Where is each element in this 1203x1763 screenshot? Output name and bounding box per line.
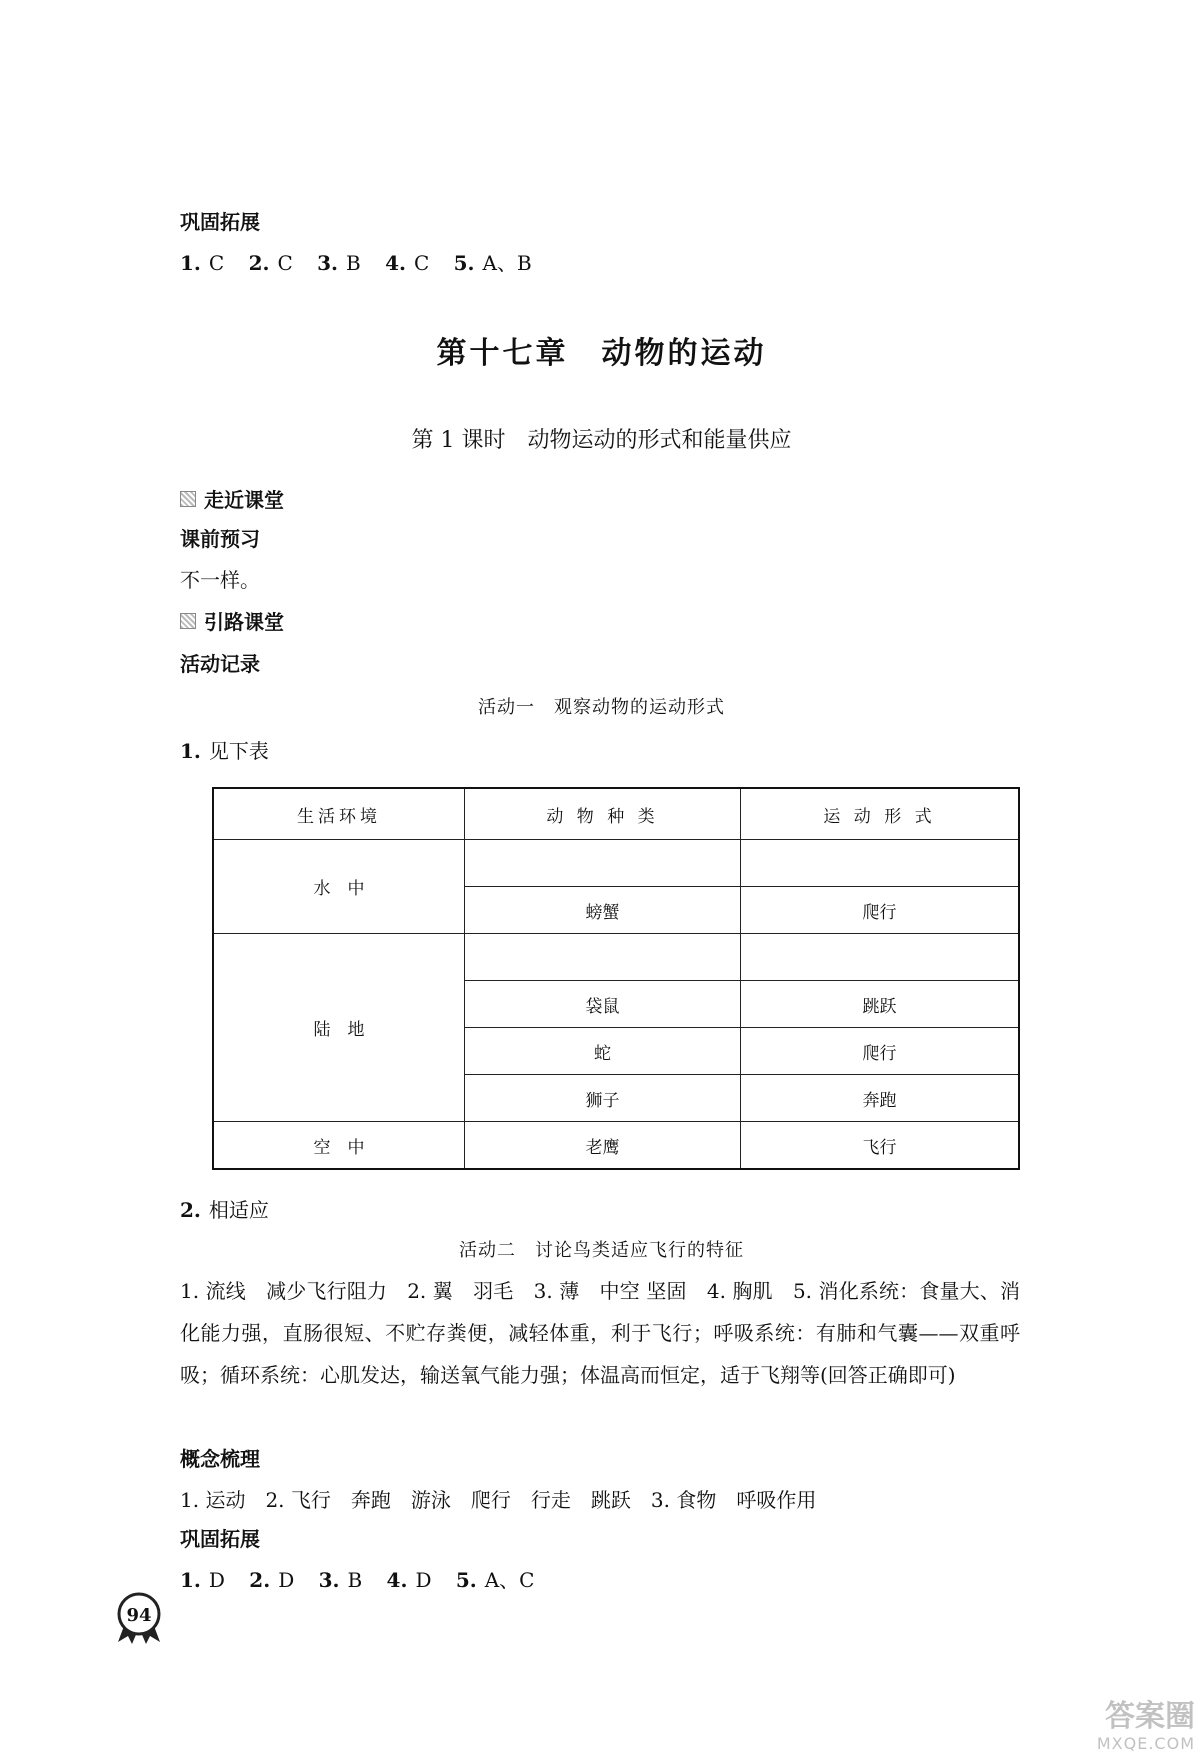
animal-cell: 蛇 (465, 1028, 741, 1075)
section-heading-guide (180, 606, 284, 635)
animal-cell: 袋鼠 (465, 981, 741, 1028)
page-number: 94 (126, 1605, 152, 1626)
table-header-cell: 运 动 形 式 (741, 788, 1020, 840)
motion-cell (741, 934, 1020, 981)
section-heading-approach (180, 484, 284, 513)
sub-heading-concept: 概念梳理 (180, 1447, 260, 1471)
answer-value: A、B (482, 251, 532, 275)
animal-cell: 老鹰 (465, 1122, 741, 1170)
table-row (213, 934, 1019, 981)
answer-list-top (180, 247, 532, 276)
answer-num: 3. (317, 251, 339, 275)
answer-num: 3. (318, 1568, 340, 1592)
answer-value: D (208, 1568, 225, 1592)
answer-num: 4. (385, 251, 406, 275)
animal-cell: 螃蟹 (465, 887, 741, 934)
section-heading-label: 走近课堂 (204, 488, 284, 512)
animal-cell (465, 840, 741, 887)
answer-value: B (347, 1568, 363, 1592)
activity1-item2 (180, 1194, 269, 1223)
motion-cell: 跳跃 (741, 981, 1020, 1028)
motion-cell: 爬行 (741, 1028, 1020, 1075)
env-cell-water: 水 中 (213, 840, 465, 934)
page-number-badge (112, 1590, 166, 1644)
env-cell-air: 空 中 (213, 1122, 465, 1170)
answer-num: 4. (386, 1568, 408, 1592)
motion-cell: 奔跑 (741, 1075, 1020, 1122)
answer-num: 1. (180, 1568, 201, 1592)
chapter-title: 第十七章 动物的运动 (436, 336, 767, 371)
sub-heading-preview: 课前预习 (180, 527, 260, 551)
answer-num: 5. (455, 1568, 477, 1592)
activity2-answer-paragraph: 1. 流线 减少飞行阻力 2. 翼 羽毛 3. 薄 中空 坚固 4. 胸肌 5. 消化系统：食量大、消化能力强，直肠很短、不贮存粪便，减轻体重，利于飞行；呼吸系统：有肺和气囊——双重呼吸；循环系统：心肌发达，输送氧气能力强；体温高而恒定，适于飞翔等(回答正确即可) (180, 1279, 1020, 1387)
activity1-item1 (180, 735, 269, 764)
motion-cell (741, 840, 1020, 887)
table-header-cell: 生活环境 (213, 788, 465, 840)
motion-cell: 飞行 (741, 1122, 1020, 1170)
answer-value: D (278, 1568, 295, 1592)
table-row (213, 1122, 1019, 1170)
answer-value: C (413, 251, 430, 275)
watermark-line1: 答案圈 (1105, 1699, 1195, 1734)
answer-num: 2. (248, 251, 270, 275)
site-watermark (1025, 1700, 1195, 1760)
preview-answer: 不一样。 (180, 568, 260, 592)
motion-cell: 爬行 (741, 887, 1020, 934)
answer-num: 2. (249, 1568, 271, 1592)
item-text: 相适应 (208, 1198, 269, 1222)
item-num: 2. (180, 1198, 201, 1222)
activity1-title: 活动一 观察动物的运动形式 (478, 697, 725, 718)
answer-value: A、C (484, 1568, 535, 1592)
item-num: 1. (180, 739, 201, 763)
sub-heading-activity-record: 活动记录 (180, 652, 260, 676)
lesson-title: 第 1 课时 动物运动的形式和能量供应 (411, 428, 792, 453)
table-header-row (213, 788, 1019, 840)
answer-value: C (277, 251, 293, 275)
answer-num: 1. (180, 251, 201, 275)
answer-list-bottom (180, 1564, 534, 1593)
table-row (213, 840, 1019, 887)
env-cell-land: 陆 地 (213, 934, 465, 1122)
section-heading-label: 引路课堂 (204, 610, 284, 634)
table-header-cell: 动 物 种 类 (465, 788, 741, 840)
section-marker-icon (180, 491, 196, 507)
activity2-title: 活动二 讨论鸟类适应飞行的特征 (459, 1240, 744, 1261)
section-heading-consolidate-top: 巩固拓展 (180, 210, 260, 234)
answer-num: 5. (453, 251, 475, 275)
item-text: 见下表 (208, 739, 269, 763)
section-heading-consolidate-bottom: 巩固拓展 (180, 1527, 260, 1551)
answer-value: C (208, 251, 225, 275)
animal-cell: 狮子 (465, 1075, 741, 1122)
concept-answers: 1. 运动 2. 飞行 奔跑 游泳 爬行 行走 跳跃 3. 食物 呼吸作用 (180, 1488, 817, 1512)
answer-value: B (346, 251, 361, 275)
animal-cell (465, 934, 741, 981)
answer-value: D (415, 1568, 432, 1592)
watermark-line2: MXQE.COM (1096, 1734, 1195, 1753)
animal-motion-table (212, 787, 1020, 1170)
section-marker-icon (180, 613, 196, 629)
